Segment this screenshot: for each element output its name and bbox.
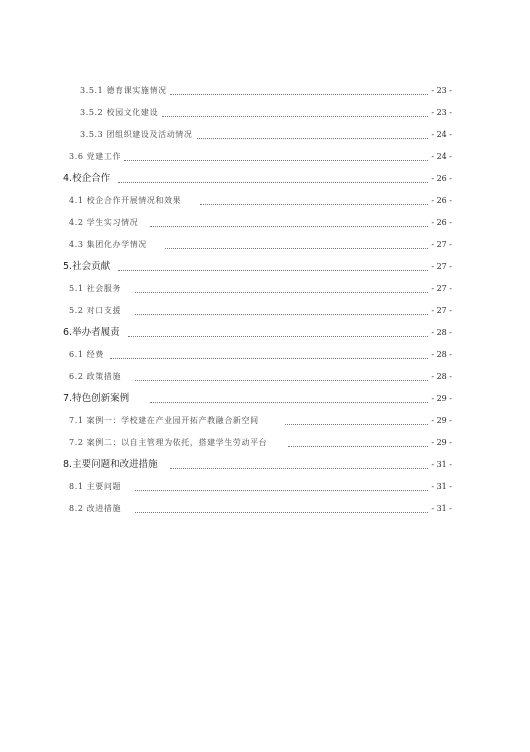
dot-leader (170, 94, 438, 95)
toc-entry-page-number: - 29 - (429, 414, 452, 428)
dot-leader (110, 358, 438, 359)
toc-entry-title: 4.校企合作 (63, 173, 111, 184)
toc-entry-7-2[interactable] (0, 436, 530, 450)
dot-leader (197, 138, 438, 139)
toc-entry-title: 6.1 经费 (69, 348, 106, 362)
toc-entry-title: 3.5.3 团组织建设及活动情况 (80, 128, 195, 142)
dot-leader (135, 490, 438, 491)
toc-entry-4-3[interactable] (0, 238, 530, 252)
toc-entry-page-number: - 27 - (429, 304, 452, 318)
dot-leader (135, 314, 438, 315)
toc-entry-page-number: - 31 - (429, 502, 452, 516)
toc-entry-title: 8.1 主要问题 (69, 480, 123, 494)
toc-entry-title: 4.2 学生实习情况 (69, 216, 140, 230)
toc-entry-page-number: - 28 - (429, 348, 452, 362)
toc-entry-7[interactable] (0, 392, 530, 406)
toc-entry-title: 8.主要问题和改进措施 (63, 459, 158, 470)
toc-entry-4-1[interactable] (0, 194, 530, 208)
toc-entry-title: 7.特色创新案例 (63, 393, 130, 404)
toc-entry-page-number: - 27 - (429, 260, 452, 274)
dot-leader (162, 116, 438, 117)
toc-entry-4-2[interactable] (0, 216, 530, 230)
toc-entry-page-number: - 28 - (429, 326, 452, 340)
dot-leader (165, 248, 438, 249)
dot-leader (200, 204, 438, 205)
toc-entry-5-1[interactable] (0, 282, 530, 296)
toc-entry-page-number: - 23 - (429, 84, 452, 98)
dot-leader (128, 336, 438, 337)
toc-entry-title: 6.2 政策措施 (69, 370, 123, 384)
toc-entry-page-number: - 31 - (429, 480, 452, 494)
toc-entry-page-number: - 27 - (429, 238, 452, 252)
toc-entry-page-number: - 26 - (429, 172, 452, 186)
dot-leader (135, 380, 438, 381)
dot-leader (118, 182, 438, 183)
toc-entry-page-number: - 31 - (429, 458, 452, 472)
toc-entry-7-1[interactable] (0, 414, 530, 428)
toc-entry-title: 5.社会贡献 (63, 261, 111, 272)
toc-entry-title: 3.5.1 德育课实施情况 (80, 84, 169, 98)
toc-entry-5[interactable] (0, 260, 530, 274)
dot-leader (288, 446, 438, 447)
toc-entry-title: 7.2 案例二：以自主管理为依托，搭建学生劳动平台 (69, 436, 269, 450)
toc-entry-title: 5.1 社会服务 (69, 282, 123, 296)
toc-entry-3-5-3[interactable] (0, 128, 530, 142)
toc-entry-title: 3.5.2 校园文化建设 (80, 106, 160, 120)
toc-entry-page-number: - 27 - (429, 282, 452, 296)
toc-entry-3-6[interactable] (0, 150, 530, 164)
toc-entry-8-1[interactable] (0, 480, 530, 494)
toc-entry-8-2[interactable] (0, 502, 530, 516)
toc-entry-page-number: - 29 - (429, 436, 452, 450)
dot-leader (150, 402, 438, 403)
dot-leader (135, 292, 438, 293)
dot-leader (118, 270, 438, 271)
toc-entry-title: 4.3 集团化办学情况 (69, 238, 149, 252)
toc-entry-title: 3.6 党建工作 (69, 150, 123, 164)
toc-entry-title: 8.2 改进措施 (69, 502, 123, 516)
toc-entry-4[interactable] (0, 172, 530, 186)
toc-entry-page-number: - 29 - (429, 392, 452, 406)
toc-entry-6[interactable] (0, 326, 530, 340)
dot-leader (124, 160, 438, 161)
toc-entry-title: 7.1 案例一：学校建在产业园开拓产教融合新空间 (69, 414, 261, 428)
toc-entry-5-2[interactable] (0, 304, 530, 318)
toc-entry-page-number: - 26 - (429, 216, 452, 230)
toc-entry-title: 4.1 校企合作开展情况和效果 (69, 194, 183, 208)
toc-entry-page-number: - 23 - (429, 106, 452, 120)
toc-entry-6-2[interactable] (0, 370, 530, 384)
dot-leader (135, 512, 438, 513)
toc-entry-title: 5.2 对口支援 (69, 304, 123, 318)
toc-entry-title: 6.举办者履责 (63, 327, 120, 338)
toc-entry-6-1[interactable] (0, 348, 530, 362)
toc-entry-8[interactable] (0, 458, 530, 472)
toc-entry-page-number: - 28 - (429, 370, 452, 384)
toc-entry-page-number: - 24 - (429, 150, 452, 164)
toc-entry-3-5-2[interactable] (0, 106, 530, 120)
dot-leader (285, 424, 438, 425)
dot-leader (150, 226, 438, 227)
toc-entry-page-number: - 24 - (429, 128, 452, 142)
dot-leader (170, 468, 438, 469)
toc-entry-3-5-1[interactable] (0, 84, 530, 98)
toc-entry-page-number: - 26 - (429, 194, 452, 208)
